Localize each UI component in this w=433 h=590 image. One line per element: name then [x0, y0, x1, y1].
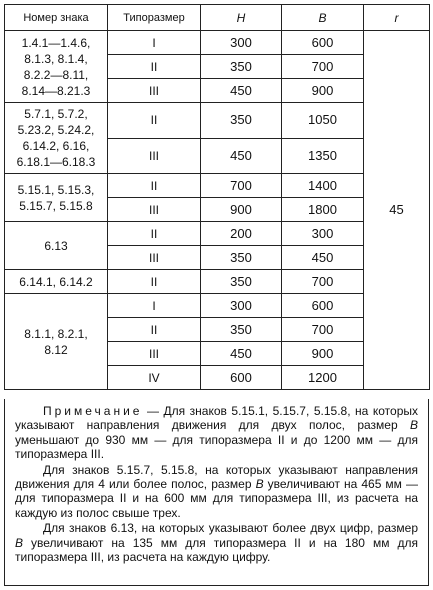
note-p3-symbol-b: B: [15, 535, 24, 550]
b-value-cell: 900: [282, 79, 364, 103]
size-type-cell: III: [108, 79, 201, 103]
note-p1-text-1: — Для знаков 5.15.1, 5.15.7, 5.15.8, на которых указывают направления движения для двух полос, размер: [15, 404, 418, 433]
sign-number-cell: [5, 103, 108, 174]
sign-number-cell: [5, 294, 108, 390]
sign-number-line: 8.1.3, 8.1.4,: [24, 51, 88, 66]
header-row: [5, 5, 430, 31]
note-paragraph-1: [15, 404, 418, 462]
note-p1-text-2: уменьшают до 930 мм — для типоразмера II и до 1200 мм — для типоразмера III.: [15, 432, 418, 462]
b-value-cell: 600: [282, 31, 364, 55]
b-value-cell: 450: [282, 246, 364, 270]
size-type-cell: III: [108, 138, 201, 174]
size-type-cell: III: [108, 342, 201, 366]
note-paragraph-2: [15, 463, 418, 521]
sign-number-line: 1.4.1—1.4.6,: [21, 35, 91, 50]
sign-number-line: 5.15.7, 5.15.8: [19, 198, 93, 213]
r-value-cell: 45: [364, 31, 430, 390]
sign-number-line: 6.13: [44, 238, 68, 253]
h-value-cell: 350: [201, 246, 282, 270]
sign-number-line: 6.14.2, 6.16,: [22, 139, 90, 153]
sign-number-line: 6.18.1—6.18.3: [16, 155, 96, 169]
b-value-cell: 700: [282, 318, 364, 342]
note-p2-symbol-b: B: [255, 477, 264, 492]
b-value-cell: 700: [282, 270, 364, 294]
h-value-cell: 450: [201, 79, 282, 103]
sign-number-line: 5.7.1, 5.7.2,: [24, 107, 88, 121]
h-value-cell: 900: [201, 198, 282, 222]
h-value-cell: 350: [201, 270, 282, 294]
note-p2-text-2: увеличивают на 465 мм — для типоразмера II и на 600 мм для типоразмера III, из расчета на каждую из полос свыше трех.: [15, 477, 418, 520]
h-value-cell: 450: [201, 342, 282, 366]
b-value-cell: 700: [282, 55, 364, 79]
sign-number-cell: [5, 31, 108, 103]
h-value-cell: 600: [201, 366, 282, 390]
sign-number-line: 8.14—8.21.3: [21, 83, 91, 98]
header-r: r: [364, 5, 430, 31]
note-paragraph-3: [15, 521, 418, 564]
sign-dimensions-table: [4, 4, 430, 390]
sign-number-cell: [5, 222, 108, 270]
size-type-cell: II: [108, 55, 201, 79]
header-sign-number: Номер знака: [5, 5, 108, 31]
note-label: Примечание: [43, 404, 143, 418]
note-p3-text-1: Для знаков 6.13, на которых указывают более двух цифр, размер: [43, 521, 418, 536]
sign-number-line: 5.15.1, 5.15.3,: [17, 182, 95, 197]
table-body: [5, 31, 430, 390]
h-value-cell: 300: [201, 294, 282, 318]
b-value-cell: 1800: [282, 198, 364, 222]
sign-number-line: 8.12: [44, 342, 68, 357]
h-value-cell: 350: [201, 318, 282, 342]
b-value-cell: 900: [282, 342, 364, 366]
h-value-cell: 450: [201, 138, 282, 174]
h-value-cell: 350: [201, 103, 282, 139]
note-p3-text-2: увеличивают на 135 мм для типоразмера II и на 180 мм для типоразмера III, из расчета на каждую цифру.: [15, 535, 418, 565]
h-value-cell: 200: [201, 222, 282, 246]
b-value-cell: 1400: [282, 174, 364, 198]
size-type-cell: I: [108, 31, 201, 55]
b-value-cell: 1050: [282, 103, 364, 139]
sign-number-cell: [5, 174, 108, 222]
note-p2-text-1: Для знаков 5.15.7, 5.15.8, на которых указывают направления движения для 4 или более полос, размер: [15, 462, 418, 492]
size-type-cell: III: [108, 246, 201, 270]
table-header: [5, 5, 430, 31]
size-type-cell: II: [108, 174, 201, 198]
h-value-cell: 300: [201, 31, 282, 55]
size-type-cell: II: [108, 318, 201, 342]
header-size-type: Типоразмер: [108, 5, 201, 31]
size-type-cell: IV: [108, 366, 201, 390]
h-value-cell: 700: [201, 174, 282, 198]
note-p1-symbol-b: B: [409, 418, 418, 433]
size-type-cell: III: [108, 198, 201, 222]
b-value-cell: 1200: [282, 366, 364, 390]
header-h: H: [201, 5, 282, 31]
sign-number-line: 6.14.1, 6.14.2: [19, 274, 93, 289]
b-value-cell: 600: [282, 294, 364, 318]
size-type-cell: II: [108, 222, 201, 246]
b-value-cell: 1350: [282, 138, 364, 174]
sign-number-cell: [5, 270, 108, 294]
sign-number-line: 8.1.1, 8.2.1,: [24, 326, 88, 341]
size-type-cell: II: [108, 270, 201, 294]
size-type-cell: II: [108, 103, 201, 139]
sign-number-line: 5.23.2, 5.24.2,: [17, 123, 95, 137]
h-value-cell: 350: [201, 55, 282, 79]
table-row: [5, 31, 430, 55]
header-b: B: [282, 5, 364, 31]
size-type-cell: I: [108, 294, 201, 318]
sign-number-line: 8.2.2—8.11,: [23, 67, 89, 82]
note-block: [4, 399, 429, 586]
b-value-cell: 300: [282, 222, 364, 246]
